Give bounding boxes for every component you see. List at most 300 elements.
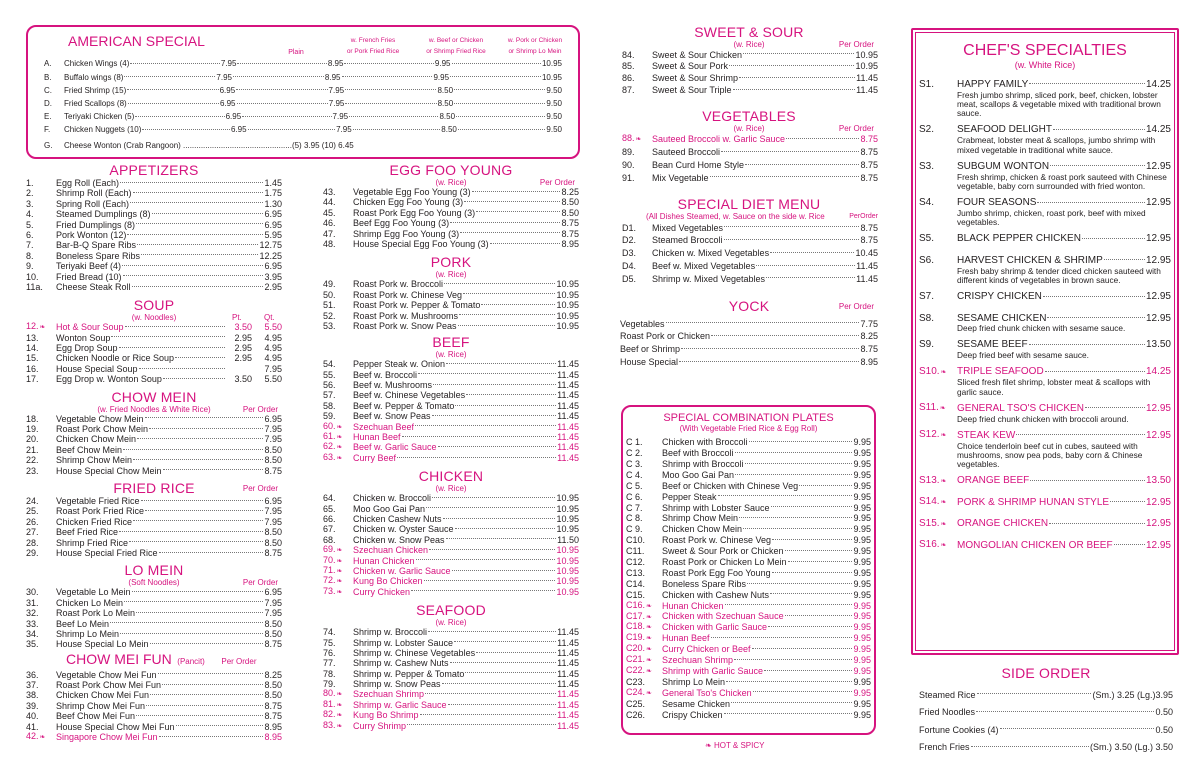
item-name: Hunan Chicken: [353, 555, 415, 566]
item-name: Roast Pork Egg Foo Young: [662, 567, 771, 578]
menu-item: [626, 666, 871, 677]
chili-pepper-icon: ❧: [336, 434, 343, 442]
chili-pepper-icon: ❧: [336, 454, 343, 462]
item-price: 10.95: [556, 300, 579, 311]
menu-item: [26, 178, 282, 188]
chili-pepper-icon: ❧: [646, 613, 652, 621]
item-price-p3: 8.50: [441, 125, 457, 135]
item-price-p4: 10.95: [541, 59, 562, 69]
item-price-pint: 2.95: [234, 332, 252, 343]
dot-leader: [770, 593, 852, 594]
menu-item: [323, 627, 579, 637]
item-description: Crabmeat, lobster meat & scallops, jumbo shrimp with mixed vegetable in traditional white sauce.: [957, 135, 1156, 155]
side-order-list: [919, 686, 1173, 756]
dot-leader: [711, 335, 859, 336]
item-price: 11.45: [557, 689, 579, 700]
item-number: 89.: [622, 147, 635, 158]
item-name: Shrimp Chow Mein: [56, 455, 133, 466]
item-name: Egg Roll (Each): [56, 178, 120, 188]
item-price: 12.95: [1145, 233, 1171, 245]
item-price: 12.95: [1145, 196, 1171, 208]
chili-pepper-icon: ❧: [940, 542, 947, 550]
menu-item: [323, 390, 579, 400]
dot-leader: [407, 724, 556, 725]
item-price: 9.95: [853, 589, 871, 600]
item-number: S7.: [919, 291, 935, 303]
item-number: A.: [44, 59, 52, 69]
dot-leader: [739, 77, 855, 78]
menu-item: [26, 538, 282, 548]
item-description: Jumbo shrimp, chicken, roast pork, beef with mixed vegetables.: [957, 207, 1146, 228]
menu-item: [26, 506, 282, 516]
menu-item: [622, 73, 878, 85]
hot-spicy-legend: ❧ HOT & SPICY: [705, 741, 765, 750]
item-name: Egg Drop w. Wonton Soup: [56, 374, 162, 385]
dot-leader: [771, 506, 853, 507]
item-price: 8.50: [264, 680, 282, 691]
dot-leader: [236, 89, 327, 90]
item-number: 56.: [323, 380, 336, 391]
item-name: Pepper Steak w. Onion: [353, 359, 446, 370]
item-number: 64.: [323, 493, 336, 504]
dot-leader: [729, 65, 854, 66]
item-price: 11.45: [557, 369, 579, 380]
item-name: HARVEST CHICKEN & SHRIMP: [957, 254, 1103, 266]
dot-leader: [788, 561, 853, 562]
dot-leader: [124, 76, 215, 77]
chef-list: [919, 79, 1171, 552]
menu-item: [919, 721, 1173, 739]
item-price: 8.75: [860, 147, 878, 158]
item-price: 6.95: [264, 261, 282, 272]
item-number: S14.❧: [919, 496, 947, 508]
chef-item: [919, 497, 1171, 509]
menu-item: [622, 61, 878, 73]
dot-leader: [476, 211, 560, 212]
diet-subtitle: (All Dishes Steamed, w. Sauce on the side w. Rice: [646, 212, 825, 222]
dot-leader: [1114, 544, 1145, 545]
item-number: 8.: [26, 250, 34, 261]
item-price: 9.95: [853, 698, 871, 709]
item-number: 75.: [323, 637, 336, 648]
header-plain: Plain: [288, 49, 304, 56]
item-price: 9.95: [853, 622, 871, 633]
combo-section: [626, 412, 871, 720]
dot-leader: [481, 304, 555, 305]
item-price: 1.75: [264, 188, 282, 199]
item-name: Shrimp Roll (Each): [56, 188, 132, 199]
chow-mein-per-order: Per Order: [242, 404, 278, 414]
menu-item: [620, 343, 878, 356]
dot-leader: [718, 495, 853, 496]
item-price: 11.45: [856, 73, 878, 84]
menu-item: [323, 229, 579, 239]
item-number: C 3.: [626, 459, 643, 470]
chow-mei-fun-list: [26, 670, 282, 743]
item-number: 80.❧: [323, 688, 343, 699]
item-number: C11.: [626, 546, 645, 557]
menu-item: [626, 644, 871, 655]
item-number: S9.: [919, 339, 935, 351]
dot-leader: [141, 254, 258, 255]
menu-item: [323, 321, 579, 331]
item-number: 62.❧: [323, 441, 343, 452]
item-name: Teriyaki Chicken (5): [64, 112, 135, 122]
item-price: 11.45: [557, 647, 579, 658]
item-number: S2.: [919, 124, 935, 136]
item-price-p1: 6.95: [219, 98, 236, 108]
item-price: 9.95: [853, 687, 871, 698]
item-number: 63.❧: [323, 451, 343, 462]
item-name: Szechuan Shrimp: [662, 655, 734, 666]
item-price: 5.95: [264, 229, 282, 240]
dot-leader: [785, 615, 853, 616]
dot-leader: [463, 293, 555, 294]
item-price: 10.95: [556, 493, 579, 504]
dot-leader: [490, 243, 561, 244]
side-order-section: [919, 665, 1173, 756]
item-name: Shrimp Lo Mein: [662, 676, 726, 687]
menu-item: [626, 568, 871, 579]
item-price: 9.95: [853, 611, 871, 622]
chili-pepper-icon: ❧: [646, 646, 652, 654]
menu-item: [323, 689, 579, 699]
item-price: 12.95: [1145, 429, 1171, 441]
menu-item: [323, 279, 579, 289]
item-price: 8.50: [561, 207, 579, 218]
item-price: 9.95: [853, 644, 871, 655]
item-name: TRIPLE SEAFOOD: [957, 366, 1044, 378]
egg-foo-young-list: [323, 187, 579, 249]
item-price-quart: 5.50: [264, 374, 282, 385]
dot-leader: [432, 415, 557, 416]
menu-item: [626, 677, 871, 688]
item-name: Chicken Wings (4): [64, 59, 130, 69]
item-number: 23.: [26, 465, 39, 476]
american-item: [44, 124, 562, 137]
american-item-g: G. Cheese Wonton (Crab Rangoon) .................................................(5) 3.95 (10) 6.45: [44, 141, 354, 150]
item-price: 10.95: [556, 503, 579, 514]
item-number: 83.❧: [323, 719, 343, 730]
dot-leader: [458, 129, 546, 130]
item-number: S8.: [919, 312, 935, 324]
item-price: 7.95: [264, 516, 282, 527]
chef-item-row: [919, 519, 1171, 531]
item-number: 35.: [26, 639, 39, 650]
chef-item: [919, 79, 1171, 119]
item-name: Hunan Chicken: [662, 600, 724, 611]
menu-item: [622, 234, 878, 247]
dot-leader: [433, 384, 556, 385]
item-name: Chicken w. Snow Peas: [353, 534, 445, 545]
dot-leader: [133, 520, 263, 521]
menu-item: [626, 513, 871, 524]
menu-item: [622, 84, 878, 96]
dot-leader: [725, 604, 853, 605]
item-price: 8.75: [860, 134, 878, 145]
item-number: 68.: [323, 534, 336, 545]
item-number: C.: [44, 85, 52, 95]
item-price-p2: 7.95: [328, 85, 345, 95]
dot-leader: [1043, 296, 1145, 297]
item-price: 13.50: [1145, 339, 1171, 351]
item-name: ORANGE CHICKEN: [957, 518, 1049, 530]
item-price-p2: 8.95: [327, 59, 344, 69]
dot-leader: [146, 705, 263, 706]
item-name: Chicken Chow Mein: [56, 434, 137, 445]
menu-item: [26, 690, 282, 700]
item-number: 58.: [323, 400, 336, 411]
menu-item: [26, 619, 282, 629]
item-number: 25.: [26, 506, 39, 517]
item-description: Fresh baby shrimp & tender diced chicken sauteed with different kinds of vegetables in brown sauce.: [957, 265, 1161, 286]
dot-leader: [666, 322, 860, 323]
item-number: 26.: [26, 516, 39, 527]
item-price: 10.95: [556, 576, 579, 587]
item-number: 79.: [323, 679, 336, 690]
chef-item-row: [919, 497, 1171, 509]
item-price-p2: 7.95: [328, 98, 345, 108]
chef-item: [919, 197, 1171, 227]
item-price: 6.95: [264, 587, 282, 598]
menu-item: [323, 493, 579, 503]
menu-item: [323, 442, 579, 452]
item-price: 9.95: [853, 480, 871, 491]
dot-leader: [450, 222, 560, 223]
item-price-p4: 9.50: [546, 85, 562, 95]
dot-leader: [425, 693, 556, 694]
menu-item: [919, 704, 1173, 722]
chili-pepper-icon: ❧: [646, 635, 652, 643]
item-name: Beef Chow Mein: [56, 444, 123, 455]
menu-item: [26, 639, 282, 649]
item-name: Beef Chow Mei Fun: [56, 711, 136, 722]
item-name: Shrimp w. Garlic Sauce: [353, 699, 447, 710]
item-price: 11.45: [557, 400, 579, 411]
column-3: [620, 24, 878, 369]
beef-title: BEEF: [432, 334, 470, 351]
fried-rice-title: FRIED RICE: [113, 479, 195, 496]
menu-item: [26, 353, 282, 363]
item-number: C10.: [626, 535, 646, 546]
item-description: Deep fried chunk chicken with sesame sauce.: [957, 323, 1126, 334]
item-price: 10.95: [556, 289, 579, 300]
item-price: 11.45: [557, 710, 579, 721]
chef-item: [919, 340, 1171, 361]
chili-pepper-icon: ❧: [336, 578, 343, 586]
item-number: 65.: [323, 503, 336, 514]
dot-leader: [710, 176, 860, 177]
dot-leader: [735, 452, 853, 453]
item-name: Boneless Spare Ribs: [662, 578, 747, 589]
item-price: 8.50: [561, 197, 579, 208]
item-number: 88.❧: [622, 133, 642, 144]
item-price: 2.95: [264, 281, 282, 292]
item-number: 85.: [622, 61, 635, 72]
menu-item: [626, 633, 871, 644]
item-price: 9.95: [853, 546, 871, 557]
chef-section: [919, 42, 1171, 562]
item-name: Kung Bo Shrimp: [353, 710, 419, 721]
item-name: Crispy Chicken: [662, 709, 723, 720]
dot-leader: [977, 693, 1092, 694]
dot-leader: [1110, 501, 1145, 502]
item-number: C 4.: [626, 469, 643, 480]
item-price: 7.95: [264, 434, 282, 445]
item-number: 21.: [26, 444, 39, 455]
item-price: 12.95: [1145, 160, 1171, 172]
item-price: 6.95: [264, 209, 282, 220]
item-name: Pork Wonton (12): [56, 229, 127, 240]
dot-leader: [442, 683, 557, 684]
item-price-pint: 2.95: [234, 353, 252, 364]
item-number: 31.: [26, 597, 39, 608]
item-name: Sweet & Sour Shrimp: [652, 73, 739, 84]
dot-leader: [141, 500, 264, 501]
item-price: 8.50: [264, 537, 282, 548]
item-price: 14.25: [1145, 78, 1171, 90]
menu-item: [323, 710, 579, 720]
item-number: S15.❧: [919, 517, 947, 529]
item-price-p4: 9.50: [546, 112, 562, 122]
item-description: Sliced fresh filet shrimp, lobster meat & scallops with garlic sauce.: [957, 377, 1151, 397]
dot-leader: [424, 580, 556, 581]
item-price: 7.95: [264, 424, 282, 435]
dot-leader: [733, 89, 856, 90]
lo-mein-title: LO MEIN: [124, 562, 184, 579]
chili-pepper-icon: ❧: [336, 712, 343, 720]
chef-item: [919, 255, 1171, 285]
item-number: 47.: [323, 228, 336, 239]
item-price-p4: 9.50: [546, 125, 562, 135]
dot-leader: [1049, 523, 1145, 524]
item-number: 29.: [26, 547, 39, 558]
item-name: SUBGUM WONTON: [957, 160, 1050, 172]
item-price: 8.25: [860, 331, 878, 342]
diet-list: [620, 221, 878, 285]
column-2: [323, 162, 579, 731]
item-number: C 5.: [626, 480, 643, 491]
dot-leader: [454, 103, 545, 104]
dot-leader: [397, 457, 556, 458]
chili-pepper-icon: ❧: [336, 701, 343, 709]
dot-leader: [237, 63, 326, 64]
item-number: C20.❧: [626, 643, 652, 654]
item-price: 9.95: [853, 513, 871, 524]
item-number: 15.: [26, 353, 39, 364]
item-name: Steamed Dumplings (8): [56, 209, 151, 220]
dot-leader: [1053, 129, 1145, 130]
item-name: Vegetables: [620, 318, 665, 329]
item-price: 8.75: [264, 547, 282, 558]
item-price: 6.95: [264, 413, 282, 424]
item-number: D5.: [622, 273, 637, 284]
menu-item: [622, 172, 878, 185]
menu-item: [26, 496, 282, 506]
dot-leader: [1050, 165, 1145, 166]
header-fries: w. French Fries or Pork Fried Rice: [346, 37, 400, 55]
chef-item-row: [919, 403, 1171, 415]
item-price: 8.95: [264, 721, 282, 732]
soup-qt: Qt.: [264, 313, 275, 323]
dot-leader: [456, 116, 545, 117]
item-price: 13.50: [1145, 475, 1171, 487]
item-price: 8.75: [561, 218, 579, 229]
menu-item: [26, 598, 282, 608]
dot-leader: [785, 550, 853, 551]
dot-leader: [976, 711, 1154, 712]
side-order-title: SIDE ORDER: [1001, 665, 1091, 681]
item-number: C 8.: [626, 513, 643, 524]
item-name: Spring Roll (Each): [56, 198, 130, 209]
menu-item: [626, 459, 871, 470]
appetizers-title: APPETIZERS: [109, 162, 199, 178]
chef-item: [919, 367, 1171, 397]
chili-pepper-icon: ❧: [939, 405, 946, 413]
item-name: Shrimp w. Lobster Sauce: [353, 637, 454, 648]
soup-list: [26, 322, 282, 384]
menu-item: [622, 159, 878, 172]
item-name: STEAK KEW: [957, 429, 1016, 441]
menu-item: [620, 317, 878, 330]
item-name: Mixed Vegetables: [652, 222, 724, 233]
item-price: 9.95: [853, 448, 871, 459]
chef-item: [919, 234, 1171, 246]
dot-leader: [163, 469, 264, 470]
menu-item: [919, 686, 1173, 704]
item-price: 8.75: [561, 228, 579, 239]
item-price: 12.25: [259, 250, 282, 261]
menu-item: [626, 611, 871, 622]
item-price: 12.95: [1145, 539, 1171, 551]
dot-leader: [724, 713, 853, 714]
item-name: Vegetable Chow Mei Fun: [56, 669, 157, 680]
item-price: 10.45: [855, 248, 878, 259]
dot-leader: [455, 528, 556, 529]
item-name: Shrimp Fried Rice: [56, 537, 129, 548]
menu-item: [323, 658, 579, 668]
item-name: Shrimp Lo Mein: [56, 628, 120, 639]
egg-foo-young-per-order: Per Order: [539, 178, 575, 187]
dot-leader: [136, 715, 263, 716]
menu-item: [26, 548, 282, 558]
item-name: Sweet & Sour Triple: [652, 85, 732, 96]
chili-pepper-icon: ❧: [635, 136, 642, 144]
appetizers-list: [26, 178, 282, 292]
item-name: Shrimp w. Chinese Vegetables: [353, 647, 476, 658]
menu-item: [26, 701, 282, 711]
lo-mein-per-order: Per Order: [242, 578, 278, 588]
dot-leader: [1029, 83, 1145, 84]
item-name: Singapore Chow Mei Fun: [56, 732, 158, 743]
item-name: Beef w. Mixed Vegetables: [652, 260, 756, 271]
american-special-title: AMERICAN SPECIAL: [68, 33, 205, 49]
menu-item: [26, 240, 282, 250]
item-name: Moo Goo Gai Pan: [662, 469, 735, 480]
item-number: C21.❧: [626, 654, 652, 665]
lo-mein-subtitle: (Soft Noodles): [128, 578, 180, 588]
menu-item: [26, 343, 282, 353]
dot-leader: [135, 116, 224, 117]
item-number: 66.: [323, 513, 336, 524]
item-price: 8.50: [264, 527, 282, 538]
item-price: 8.25: [561, 187, 579, 197]
dot-leader: [799, 485, 852, 486]
item-price-p1: 6.95: [230, 125, 247, 135]
item-name: Roast Pork Lo Mein: [56, 608, 136, 619]
item-name: Roast Pork w. Mushrooms: [353, 310, 459, 321]
item-name: Sweet & Sour Chicken: [652, 49, 743, 60]
